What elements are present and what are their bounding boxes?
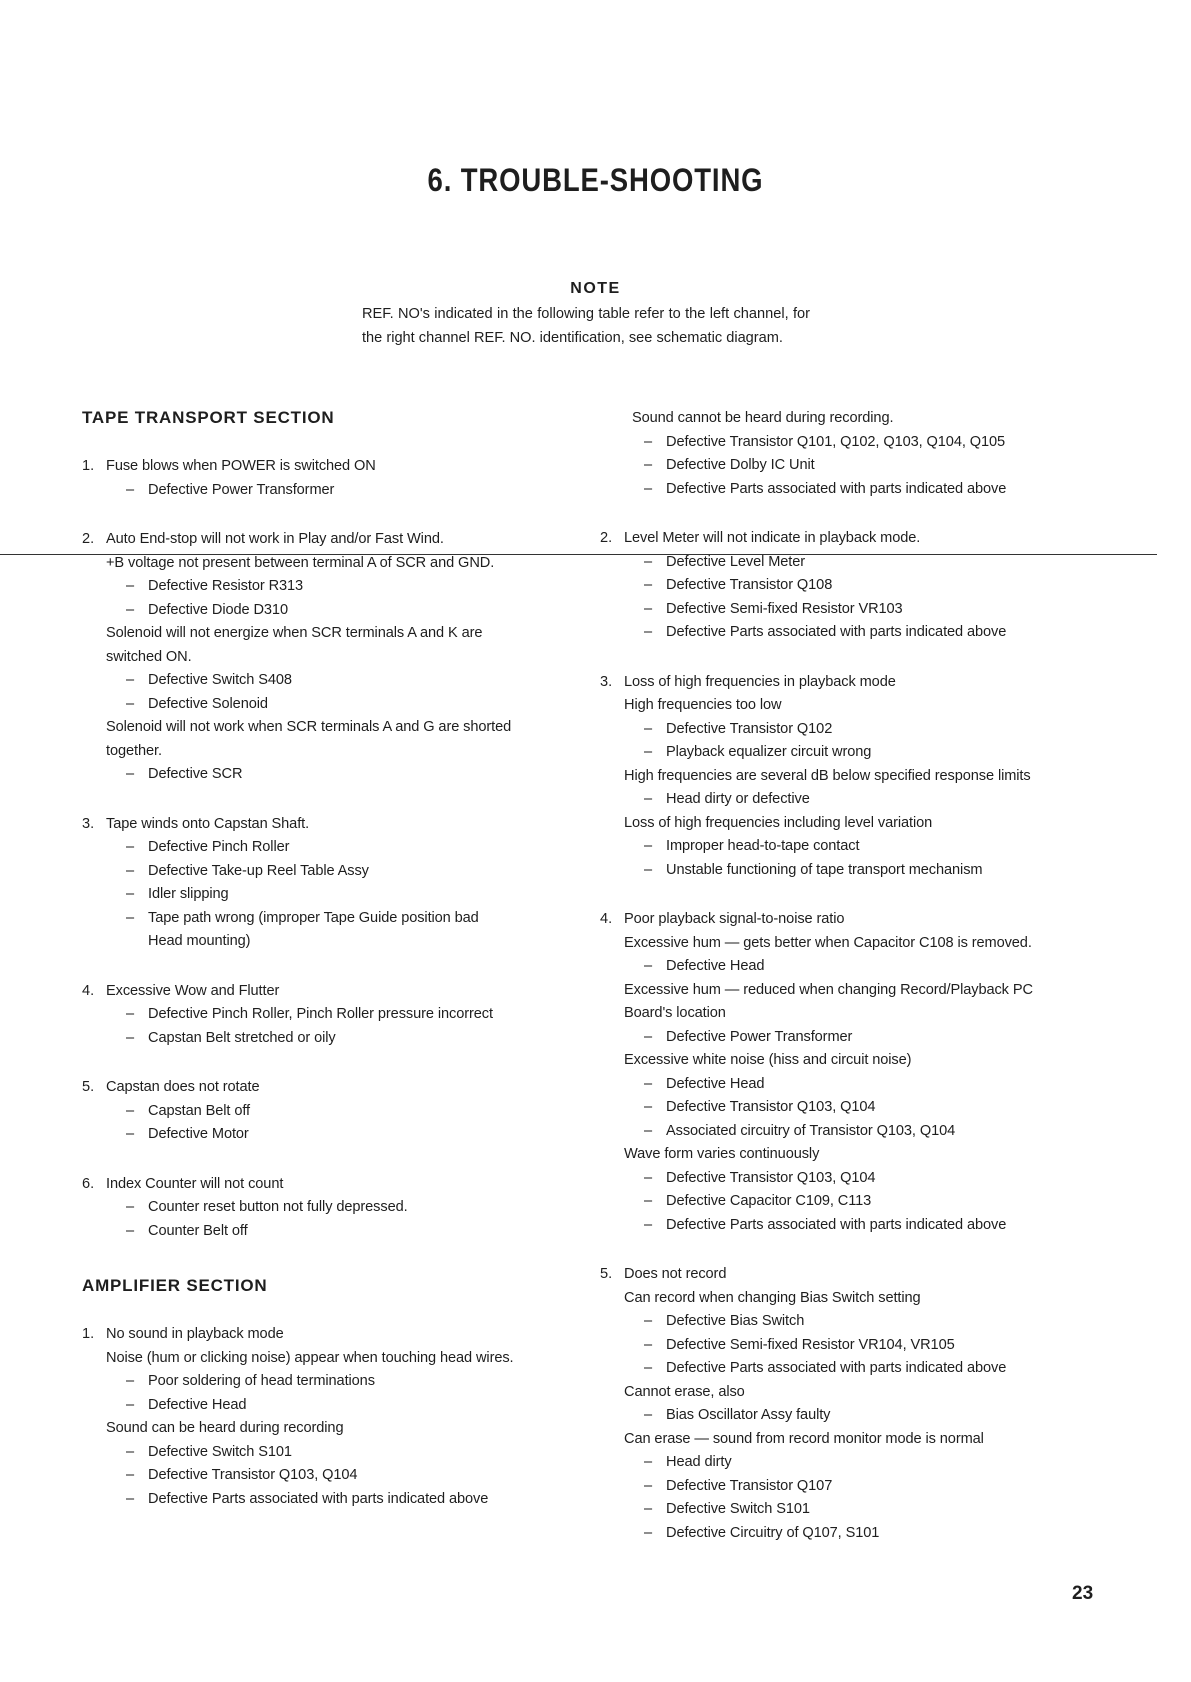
- cause-text: Counter Belt off: [148, 1222, 248, 1239]
- cause-text: Defective Circuitry of Q107, S101: [666, 1524, 880, 1541]
- dash-mark: –: [126, 1006, 135, 1022]
- dash-mark: –: [126, 909, 135, 926]
- dash-mark: –: [126, 862, 135, 879]
- item-number: 3.: [600, 673, 613, 690]
- dash-mark: –: [126, 481, 135, 498]
- dash-mark: –: [126, 1222, 135, 1239]
- item-number: 2.: [82, 531, 95, 547]
- condition-text: Excessive hum — gets better when Capacitor C108 is removed.: [624, 934, 1032, 951]
- cause-text: Defective Solenoid: [148, 695, 268, 712]
- cause-text: Counter reset button not fully depressed.: [148, 1199, 408, 1215]
- item-title: Fuse blows when POWER is switched ON: [106, 458, 376, 474]
- dash-mark: –: [126, 695, 135, 712]
- dash-mark: –: [126, 1467, 135, 1483]
- dash-mark: –: [126, 1199, 135, 1215]
- cause-text: Defective Parts associated with parts indicated above: [666, 1360, 1007, 1376]
- cause-text: Defective Transistor Q103, Q104: [148, 1467, 358, 1483]
- condition-text: Cannot erase, also: [624, 1383, 745, 1400]
- dash-mark: –: [644, 791, 653, 807]
- condition-text: Sound can be heard during recording: [106, 1420, 344, 1436]
- item-number: 1.: [82, 1326, 95, 1342]
- cause-text: Defective Transistor Q107: [666, 1477, 833, 1494]
- condition-text: Excessive hum — reduced when changing Record/Playback PC: [624, 981, 1033, 998]
- item-title: Level Meter will not indicate in playback mode.: [624, 530, 921, 546]
- page-number: 23: [1072, 1583, 1094, 1604]
- condition-text: Noise (hum or clicking noise) appear when touching head wires.: [106, 1349, 514, 1366]
- condition-text: +B voltage not present between terminal A of SCR and GND.: [106, 554, 495, 571]
- item-number: 2.: [600, 530, 613, 546]
- cause-text: Head dirty: [666, 1454, 732, 1470]
- condition-text: together.: [106, 742, 162, 759]
- page-title: 6. TROUBLE-SHOOTING: [427, 162, 764, 198]
- condition-text: High frequencies too low: [624, 697, 782, 713]
- condition-text: switched ON.: [106, 648, 192, 665]
- cause-text: Defective Parts associated with parts indicated above: [666, 480, 1007, 497]
- cause-text: Defective Motor: [148, 1126, 249, 1142]
- item-number: 1.: [82, 458, 95, 474]
- cause-text-continued: Head mounting): [148, 933, 251, 949]
- cause-text: Defective Bias Switch: [666, 1313, 805, 1329]
- cause-text: Defective Head: [666, 958, 765, 974]
- item-title: Loss of high frequencies in playback mode: [624, 673, 896, 690]
- condition-text: Wave form varies continuously: [624, 1146, 820, 1162]
- dash-mark: –: [644, 1407, 653, 1423]
- dash-mark: –: [126, 886, 135, 902]
- condition-text: High frequencies are several dB below specified response limits: [624, 767, 1031, 784]
- cause-text: Defective Parts associated with parts indicated above: [666, 1216, 1007, 1233]
- dash-mark: –: [644, 744, 653, 760]
- item-title: Does not record: [624, 1266, 727, 1282]
- dash-mark: –: [644, 1169, 653, 1186]
- cause-text: Playback equalizer circuit wrong: [666, 744, 872, 760]
- dash-mark: –: [644, 1454, 653, 1470]
- dash-mark: –: [126, 1126, 135, 1142]
- dash-mark: –: [644, 624, 653, 640]
- item-number: 4.: [600, 911, 613, 927]
- cause-text: Defective Semi-fixed Resistor VR103: [666, 600, 903, 617]
- dash-mark: –: [126, 578, 135, 594]
- dash-mark: –: [644, 861, 653, 878]
- item-title: Capstan does not rotate: [106, 1079, 260, 1095]
- cause-text: Defective Switch S101: [148, 1443, 292, 1460]
- dash-mark: –: [126, 1102, 135, 1119]
- item-title: Excessive Wow and Flutter: [106, 982, 280, 999]
- condition-text: Excessive white noise (hiss and circuit noise): [624, 1052, 912, 1068]
- cause-text: Defective Transistor Q108: [666, 577, 833, 593]
- item-number: 5.: [82, 1079, 95, 1095]
- condition-text: Solenoid will not work when SCR terminals A and G are shorted: [106, 719, 512, 735]
- cause-text: Defective Transistor Q103, Q104: [666, 1169, 876, 1186]
- dash-mark: –: [644, 1122, 653, 1139]
- dash-mark: –: [644, 1028, 653, 1045]
- cause-text: Defective Take-up Reel Table Assy: [148, 862, 369, 879]
- section-heading-tape-transport: TAPE TRANSPORT SECTION: [82, 408, 335, 427]
- cause-text: Defective Switch S101: [666, 1501, 810, 1517]
- cause-text: Capstan Belt off: [148, 1102, 250, 1119]
- cause-text: Defective Transistor Q101, Q102, Q103, Q104, Q105: [666, 433, 1006, 450]
- cause-text: Defective Capacitor C109, C113: [666, 1193, 872, 1209]
- cause-text: Idler slipping: [148, 886, 229, 902]
- cause-text: Defective Parts associated with parts indicated above: [666, 624, 1007, 640]
- cause-text: Defective Transistor Q103, Q104: [666, 1099, 876, 1115]
- cause-text: Defective Resistor R313: [148, 578, 304, 594]
- cause-text: Defective Diode D310: [148, 601, 288, 618]
- cause-text: Defective Head: [148, 1396, 247, 1413]
- cause-text: Defective Parts associated with parts indicated above: [148, 1490, 489, 1507]
- section-heading-amplifier: AMPLIFIER SECTION: [82, 1276, 268, 1295]
- dash-mark: –: [644, 457, 653, 473]
- dash-mark: –: [126, 839, 135, 855]
- cause-text: Unstable functioning of tape transport mechanism: [666, 861, 983, 878]
- dash-mark: –: [644, 1193, 653, 1209]
- dash-mark: –: [644, 1099, 653, 1115]
- dash-mark: –: [644, 958, 653, 974]
- dash-mark: –: [126, 1443, 135, 1460]
- item-title: No sound in playback mode: [106, 1326, 284, 1342]
- dash-mark: –: [126, 672, 135, 688]
- cause-text: Defective Pinch Roller, Pinch Roller pressure incorrect: [148, 1006, 493, 1022]
- dash-mark: –: [644, 838, 653, 854]
- cause-text: Defective Level Meter: [666, 553, 806, 570]
- cause-text: Poor soldering of head terminations: [148, 1373, 375, 1389]
- dash-mark: –: [644, 480, 653, 497]
- cause-text: Defective Pinch Roller: [148, 839, 290, 855]
- condition-text: Loss of high frequencies including level variation: [624, 814, 933, 831]
- dash-mark: –: [644, 577, 653, 593]
- item-title: Index Counter will not count: [106, 1175, 284, 1192]
- cause-text: Defective SCR: [148, 766, 243, 782]
- dash-mark: –: [644, 600, 653, 617]
- cause-text: Defective Dolby IC Unit: [666, 457, 815, 473]
- dash-mark: –: [644, 1216, 653, 1233]
- dash-mark: –: [644, 1336, 653, 1353]
- cause-text: Defective Power Transformer: [148, 481, 335, 498]
- item-number: 5.: [600, 1266, 613, 1282]
- dash-mark: –: [126, 601, 135, 618]
- cause-text: Tape path wrong (improper Tape Guide position bad: [148, 909, 479, 926]
- dash-mark: –: [644, 1524, 653, 1541]
- dash-mark: –: [126, 1396, 135, 1413]
- item-number: 4.: [82, 982, 95, 999]
- cause-text: Capstan Belt stretched or oily: [148, 1029, 336, 1046]
- dash-mark: –: [644, 1313, 653, 1329]
- dash-mark: –: [644, 720, 653, 737]
- condition-text: Can record when changing Bias Switch setting: [624, 1289, 921, 1306]
- dash-mark: –: [126, 1490, 135, 1507]
- cause-text: Associated circuitry of Transistor Q103, Q104: [666, 1122, 956, 1139]
- cause-text: Bias Oscillator Assy faulty: [666, 1407, 831, 1423]
- condition-text: Board's location: [624, 1005, 726, 1021]
- dash-mark: –: [126, 1373, 135, 1389]
- note-heading: NOTE: [570, 280, 621, 297]
- dash-mark: –: [644, 1477, 653, 1494]
- dash-mark: –: [126, 1029, 135, 1046]
- condition-text: Solenoid will not energize when SCR terminals A and K are: [106, 625, 483, 641]
- cause-text: Defective Power Transformer: [666, 1028, 853, 1045]
- cause-text: Head dirty or defective: [666, 791, 810, 807]
- condition-text: Can erase — sound from record monitor mode is normal: [624, 1430, 984, 1447]
- note-text: REF. NO's indicated in the following table refer to the left channel, for the right channel REF. NO. identification, see schematic diagram.: [362, 306, 810, 346]
- cause-text: Defective Transistor Q102: [666, 720, 833, 737]
- dash-mark: –: [644, 1360, 653, 1376]
- item-title: Tape winds onto Capstan Shaft.: [106, 815, 310, 832]
- cause-text: Improper head-to-tape contact: [666, 838, 860, 854]
- dash-mark: –: [126, 766, 135, 782]
- cause-text: Defective Switch S408: [148, 672, 292, 688]
- dash-mark: –: [644, 433, 653, 450]
- continued-condition: Sound cannot be heard during recording.: [632, 410, 894, 426]
- dash-mark: –: [644, 553, 653, 570]
- cause-text: Defective Semi-fixed Resistor VR104, VR105: [666, 1336, 955, 1353]
- item-title: Poor playback signal-to-noise ratio: [624, 911, 845, 927]
- item-number: 6.: [82, 1175, 95, 1192]
- item-number: 3.: [82, 815, 95, 832]
- dash-mark: –: [644, 1075, 653, 1092]
- cause-text: Defective Head: [666, 1075, 765, 1092]
- item-title: Auto End-stop will not work in Play and/or Fast Wind.: [106, 531, 444, 547]
- dash-mark: –: [644, 1501, 653, 1517]
